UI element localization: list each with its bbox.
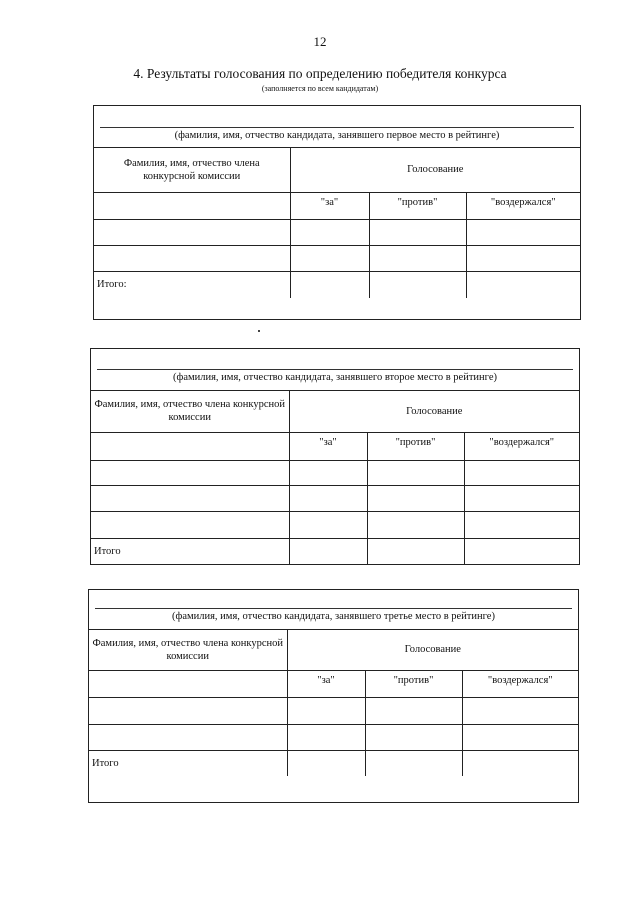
voting-header: Голосование (290, 148, 580, 192)
candidate-name-line[interactable] (95, 608, 572, 609)
vote-cell[interactable] (369, 245, 466, 271)
candidate-caption: (фамилия, имя, отчество кандидата, занявшего второе место в рейтинге) (173, 372, 497, 383)
total-cell[interactable] (466, 271, 580, 298)
voting-table (94, 148, 580, 298)
vote-cell[interactable] (289, 485, 367, 511)
member-cell[interactable] (89, 697, 287, 724)
total-cell[interactable] (369, 271, 466, 298)
total-label: Итого (89, 750, 287, 776)
candidate-caption: (фамилия, имя, отчество кандидата, занявшего третье место в рейтинге) (172, 611, 495, 622)
total-cell[interactable] (365, 750, 462, 776)
voting-block-third-place (88, 589, 579, 803)
vote-cell[interactable] (290, 245, 369, 271)
total-cell[interactable] (287, 750, 365, 776)
member-header: Фамилия, имя, отчество члена конкурсной комиссии (91, 391, 289, 432)
vote-cell[interactable] (287, 724, 365, 750)
candidate-name-line[interactable] (97, 369, 573, 370)
voting-header: Голосование (287, 630, 578, 670)
total-cell[interactable] (462, 750, 578, 776)
option-against: "против" (365, 670, 462, 697)
vote-cell[interactable] (464, 511, 579, 538)
option-for: "за" (287, 670, 365, 697)
voting-block-second-place (90, 348, 580, 565)
vote-cell[interactable] (369, 219, 466, 245)
option-abstain: "воздержался" (464, 432, 579, 460)
vote-cell[interactable] (367, 485, 464, 511)
option-abstain: "воздержался" (466, 192, 580, 219)
candidate-name-line[interactable] (100, 127, 574, 128)
option-against: "против" (369, 192, 466, 219)
total-cell[interactable] (289, 538, 367, 564)
candidate-caption: (фамилия, имя, отчество кандидата, занявшего первое место в рейтинге) (174, 130, 500, 141)
candidate-name-area (91, 349, 579, 391)
vote-cell[interactable] (365, 697, 462, 724)
vote-cell[interactable] (367, 460, 464, 485)
option-for: "за" (290, 192, 369, 219)
voting-header: Голосование (289, 391, 579, 432)
voting-block-first-place (93, 105, 581, 320)
vote-cell[interactable] (367, 511, 464, 538)
section-subtitle: (заполняется по всем кандидатам) (261, 84, 379, 93)
member-cell[interactable] (89, 724, 287, 750)
option-against: "против" (367, 432, 464, 460)
vote-cell[interactable] (466, 219, 580, 245)
option-abstain: "воздержался" (462, 670, 578, 697)
total-label: Итого: (94, 271, 290, 298)
candidate-name-area (89, 590, 578, 630)
vote-cell[interactable] (287, 697, 365, 724)
vote-cell[interactable] (289, 511, 367, 538)
total-cell[interactable] (290, 271, 369, 298)
member-cell[interactable] (94, 219, 290, 245)
vote-cell[interactable] (365, 724, 462, 750)
member-header: Фамилия, имя, отчество члена конкурсной комиссии (89, 630, 287, 670)
member-cell[interactable] (91, 485, 289, 511)
vote-cell[interactable] (462, 724, 578, 750)
vote-cell[interactable] (290, 219, 369, 245)
vote-cell[interactable] (464, 485, 579, 511)
member-header: Фамилия, имя, отчество члена конкурсной комиссии (94, 148, 290, 192)
total-cell[interactable] (367, 538, 464, 564)
voting-table (89, 630, 578, 776)
vote-cell[interactable] (289, 460, 367, 485)
candidate-name-area (94, 106, 580, 148)
stray-mark (258, 330, 260, 332)
vote-cell[interactable] (464, 460, 579, 485)
voting-table (91, 391, 579, 564)
total-label: Итого (91, 538, 289, 564)
vote-cell[interactable] (462, 697, 578, 724)
option-for: "за" (289, 432, 367, 460)
member-cell[interactable] (89, 670, 287, 697)
section-title: 4. Результаты голосования по определению победителя конкурса (133, 66, 507, 81)
vote-cell[interactable] (466, 245, 580, 271)
member-cell[interactable] (91, 460, 289, 485)
total-cell[interactable] (464, 538, 579, 564)
member-cell[interactable] (94, 245, 290, 271)
member-cell[interactable] (91, 511, 289, 538)
member-cell[interactable] (94, 192, 290, 219)
page-number: 12 (313, 34, 327, 49)
member-cell[interactable] (91, 432, 289, 460)
